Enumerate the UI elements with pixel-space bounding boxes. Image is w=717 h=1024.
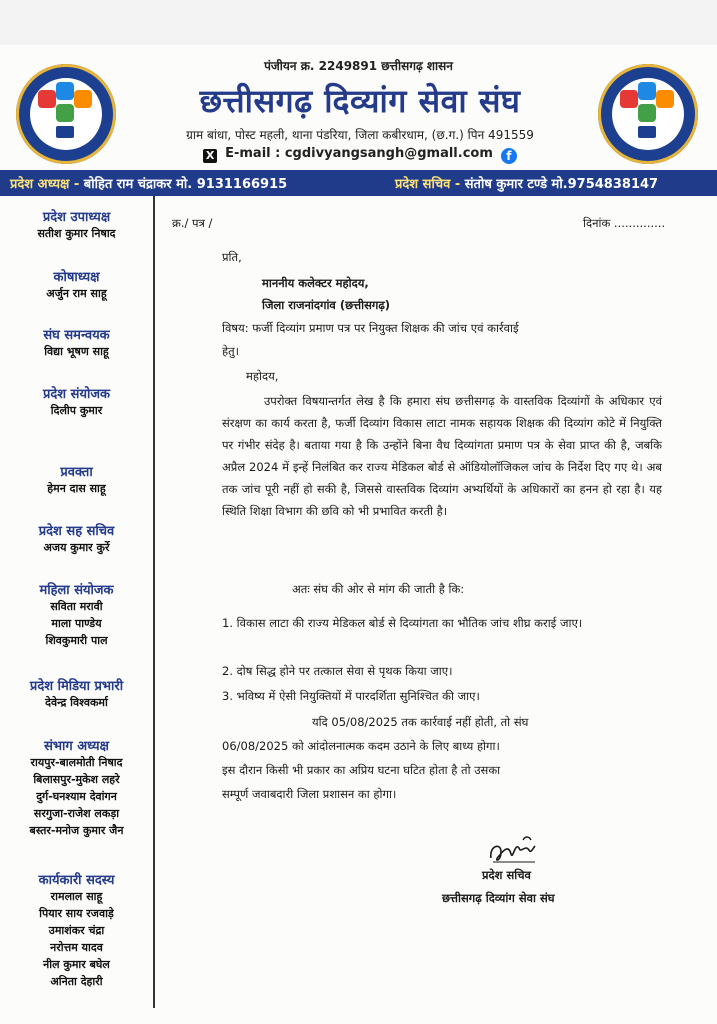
x-logo-icon: X	[203, 149, 217, 163]
sidebar-divider	[153, 196, 155, 1008]
signature-image	[487, 832, 537, 868]
closing-line: 06/08/2025 को आंदोलनात्मक कदम उठाने के लिए बाध्य होगा।	[222, 739, 500, 753]
signatory-title: प्रदेश सचिव	[482, 868, 531, 882]
sidebar-section: संभाग अध्यक्ष रायपुर-बालमोती निषाद बिलासपुर-मुकेश लहरे दुर्ग-घनश्याम देवांगन सरगुजा-राजेश लकड़ा बस्तर-मनोज कुमार जैन	[29, 739, 124, 837]
org-address: ग्राम बांधा, पोस्ट महली, थाना पंडरिया, जिला कबीरधाम, (छ.ग.) पिन 491559	[186, 128, 534, 142]
registration-number: पंजीयन क्र. 2249891 छत्तीसगढ़ शासन	[264, 59, 453, 73]
sidebar-section: प्रदेश उपाध्यक्ष सतीश कुमार निषाद	[37, 210, 116, 240]
salutation: महोदय,	[246, 369, 279, 383]
closing-line: सम्पूर्ण जवाबदारी जिला प्रशासन का होगा।	[222, 787, 397, 801]
sidebar-section: प्रदेश सह सचिव अजय कुमार कुर्रे	[38, 524, 115, 554]
sidebar-section: कार्यकारी सदस्य रामलाल साहू पियार साय रजवाड़े उमाशंकर चंद्रा नरोत्तम यादव नील कुमार बघेल अनिता देहारी	[38, 873, 115, 988]
org-logo-left	[16, 64, 116, 164]
letter-date: दिनांक ..............	[583, 216, 666, 230]
org-title: छत्तीसगढ़ दिव्यांग सेवा संघ	[199, 82, 521, 120]
sidebar-section: संघ समन्वयक विद्या भूषण साहू	[43, 328, 110, 358]
president-info: प्रदेश अध्यक्ष - बोहित राम चंद्राकर मो. 9131166915	[10, 177, 288, 192]
sidebar-section: प्रवक्ता हेमन दास साहू	[47, 465, 106, 495]
org-logo-right	[598, 64, 698, 164]
subject-line-2: हेतु।	[222, 344, 240, 358]
recipient-district: जिला राजनांदगांव (छत्तीसगढ़)	[262, 298, 391, 312]
signatory-org: छत्तीसगढ़ दिव्यांग सेवा संघ	[442, 891, 555, 905]
closing-line: यदि 05/08/2025 तक कार्रवाई नहीं होती, तो संघ	[312, 715, 529, 729]
closing-line: इस दौरान किसी भी प्रकार का अप्रिय घटना घटित होता है तो उसका	[222, 763, 501, 777]
recipient-title: माननीय कलेक्टर महोदय,	[262, 276, 369, 290]
subject-line: विषय: फर्जी दिव्यांग प्रमाण पत्र पर नियुक्त शिक्षक की जांच एवं कार्रवाई	[222, 321, 519, 335]
sidebar-section: प्रदेश मिडिया प्रभारी देवेन्द्र विश्वकर्मा	[29, 679, 124, 709]
reference-number: क्र./ पत्र /	[172, 216, 213, 230]
email-text: E-mail : cgdivyangsangh@gmall.com	[225, 146, 493, 161]
demand-item: 2. दोष सिद्ध होने पर तत्काल सेवा से पृथक किया जाए।	[222, 664, 453, 678]
sidebar-section: महिला संयोजक सविता मरावी माला पाण्डेय शिवकुमारी पाल	[39, 583, 114, 647]
email-row	[150, 146, 570, 164]
body-paragraph: उपरोक्त विषयान्तर्गत लेख है कि हमारा संघ छत्तीसगढ़ के वास्तविक दिव्यांगों के अधिकार एवं संरक्षण का कार्य करता है, फर्जी दिव्यांग विकास लाटा नामक सहायक शिक्षक की दिव्यांग कोटे में नियुक्ति पर गंभीर संदेह है। बताया गया है कि उन्होंने बिना वैध दिव्यांगता प्रमाण पत्र के सेवा प्राप्त की है, जबकि अप्रैल 2024 में इन्हें निलंबित कर राज्य मेडिकल बोर्ड से ऑडियोलॉजिकल जांच के निर्देश दिए गए थे। अब तक जांच पूरी नहीं हो सकी है, जिससे वास्तविक दिव्यांग अभ्यर्थियों के अधिकारों का हनन हो रहा है। यह स्थिति शिक्षा विभाग की छवि को भी प्रभावित करती है।	[222, 394, 662, 518]
to-line: प्रति,	[222, 250, 242, 264]
top-margin	[0, 0, 717, 45]
sidebar-section: प्रदेश संयोजक दिलीप कुमार	[43, 387, 110, 417]
demand-item: 3. भविष्य में ऐसी नियुक्तियों में पारदर्शिता सुनिश्चित की जाए।	[222, 689, 480, 703]
secretary-info: प्रदेश सचिव - संतोष कुमार टण्डे मो.9754838147	[395, 177, 659, 192]
demand-item: 1. विकास लाटा की राज्य मेडिकल बोर्ड से दिव्यांगता का भौतिक जांच शीघ्र कराई जाए।	[222, 616, 583, 630]
facebook-icon: f	[501, 148, 517, 164]
sidebar-section: कोषाध्यक्ष अर्जुन राम साहू	[46, 270, 107, 300]
demand-intro: अतः संघ की ओर से मांग की जाती है कि:	[292, 582, 465, 596]
